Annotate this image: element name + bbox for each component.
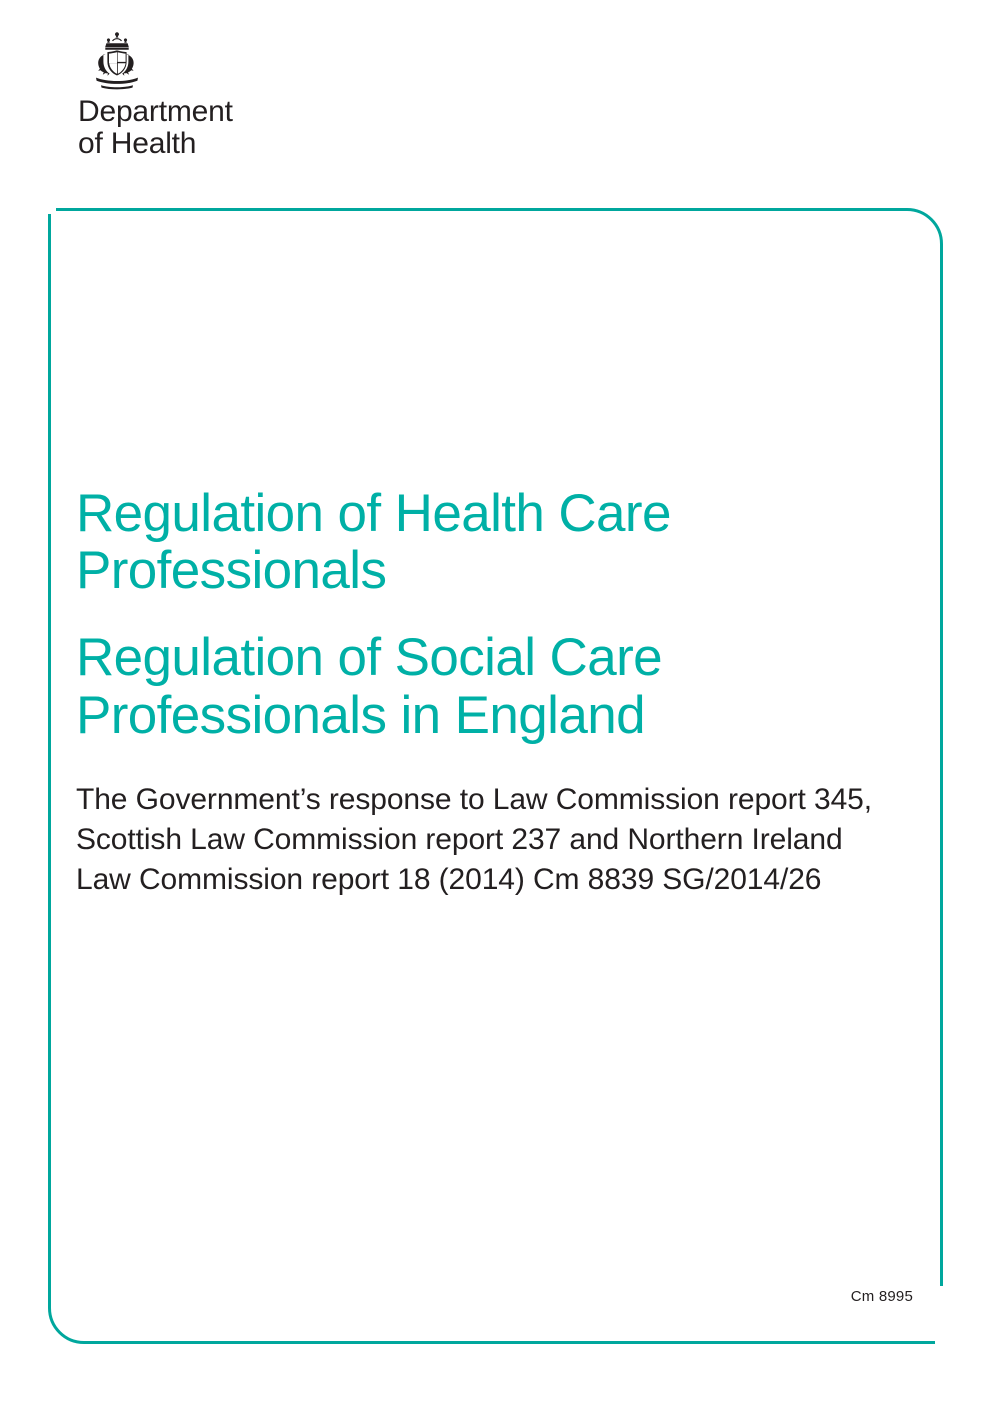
page-title-primary bbox=[76, 485, 896, 599]
page-title-secondary bbox=[76, 629, 896, 743]
page-title-primary-line2: Professionals bbox=[76, 541, 387, 601]
page-title-primary-line1: Regulation of Health Care bbox=[76, 484, 671, 543]
page-title-secondary-line1: Regulation of Social Care bbox=[76, 628, 663, 688]
cover-subtitle: The Government’s response to Law Commission report 345, Scottish Law Commission report 237 and Northern Ireland Law Commission report 18 (2014) Cm 8839 SG/2014/26 bbox=[76, 782, 872, 896]
cover-content bbox=[76, 485, 896, 930]
department-name bbox=[78, 96, 498, 161]
department-name-line2: of Health bbox=[78, 127, 197, 161]
royal-coat-of-arms-icon bbox=[84, 30, 150, 90]
masthead bbox=[78, 30, 498, 161]
page-title-secondary-line2: Professionals in England bbox=[76, 685, 645, 745]
command-paper-number: Cm 8995 bbox=[850, 1288, 913, 1305]
department-name-line1: Department bbox=[78, 95, 233, 128]
